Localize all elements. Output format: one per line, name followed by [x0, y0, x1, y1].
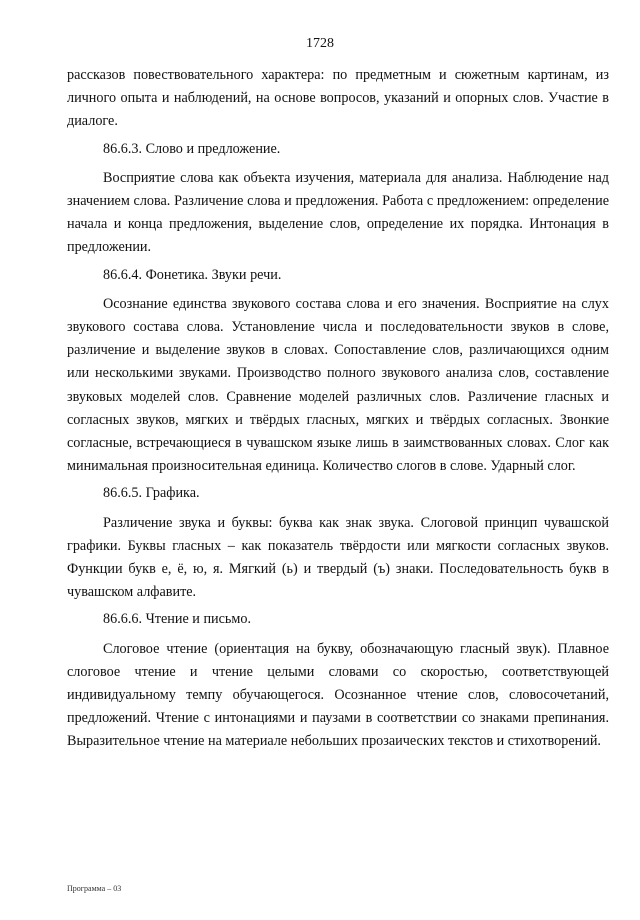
section-heading-86-6-3: 86.6.3. Слово и предложение. — [103, 140, 281, 157]
paragraph-continuation: рассказов повествовательного характера: по предметным и сюжетным картинам, из личного опыта и наблюдений, на основе вопросов, указаний и опорных слов. Участие в диалоге. — [67, 67, 609, 130]
document-body — [67, 64, 609, 756]
paragraph-reading-writing: Слоговое чтение (ориентация на букву, обозначающую гласный звук). Плавное слоговое чтение и чтение целыми словами со скоростью, соответствующей индивидуальному темпу обучающегося. Осознанное чтение слов, словосочетаний, предложений. Чтение с интонациями и паузами в соответствии со знаками препинания. Выразительное чтение на материале небольших прозаических текстов и стихотворений. — [67, 640, 609, 750]
page-number: 1728 — [306, 36, 334, 51]
paragraph-word-and-sentence: Восприятие слова как объекта изучения, материала для анализа. Наблюдение над значением слова. Различение слова и предложения. Работа с предложением: определение начала и конца предложения, выделение слов, определение их порядка. Интонация в предложении. — [67, 169, 609, 256]
section-heading-86-6-4: 86.6.4. Фонетика. Звуки речи. — [103, 266, 282, 283]
paragraph-phonetics: Осознание единства звукового состава слова и его значения. Восприятие на слух звукового состава слова. Установление числа и последовательности звуков в слове, различение и выделение звуков в словах. Сопоставление слов, различающихся одним или несколькими звуками. Производство полного звукового анализа слов, составление звуковых моделей слов. Сравнение моделей различных слов. Различение гласных и согласных звуков, мягких и твёрдых гласных, мягких и твёрдых согласных. Звонкие согласные, встречающиеся в чувашском языке лишь в заимствованных словах. Слог как минимальная произносительная единица. Количество слогов в слове. Ударный слог. — [67, 295, 609, 475]
page-footer: Программа – 03 — [67, 884, 122, 893]
section-heading-86-6-5: 86.6.5. Графика. — [103, 485, 200, 502]
section-heading-86-6-6: 86.6.6. Чтение и письмо. — [103, 611, 252, 628]
paragraph-graphics: Различение звука и буквы: буква как знак звука. Слоговой принцип чувашской графики. Буквы гласных – как показатель твёрдости или мягкости согласных звуков. Функции букв е, ё, ю, я. Мягкий (ь) и твердый (ъ) знаки. Последовательность букв в чувашском алфавите. — [67, 514, 609, 601]
